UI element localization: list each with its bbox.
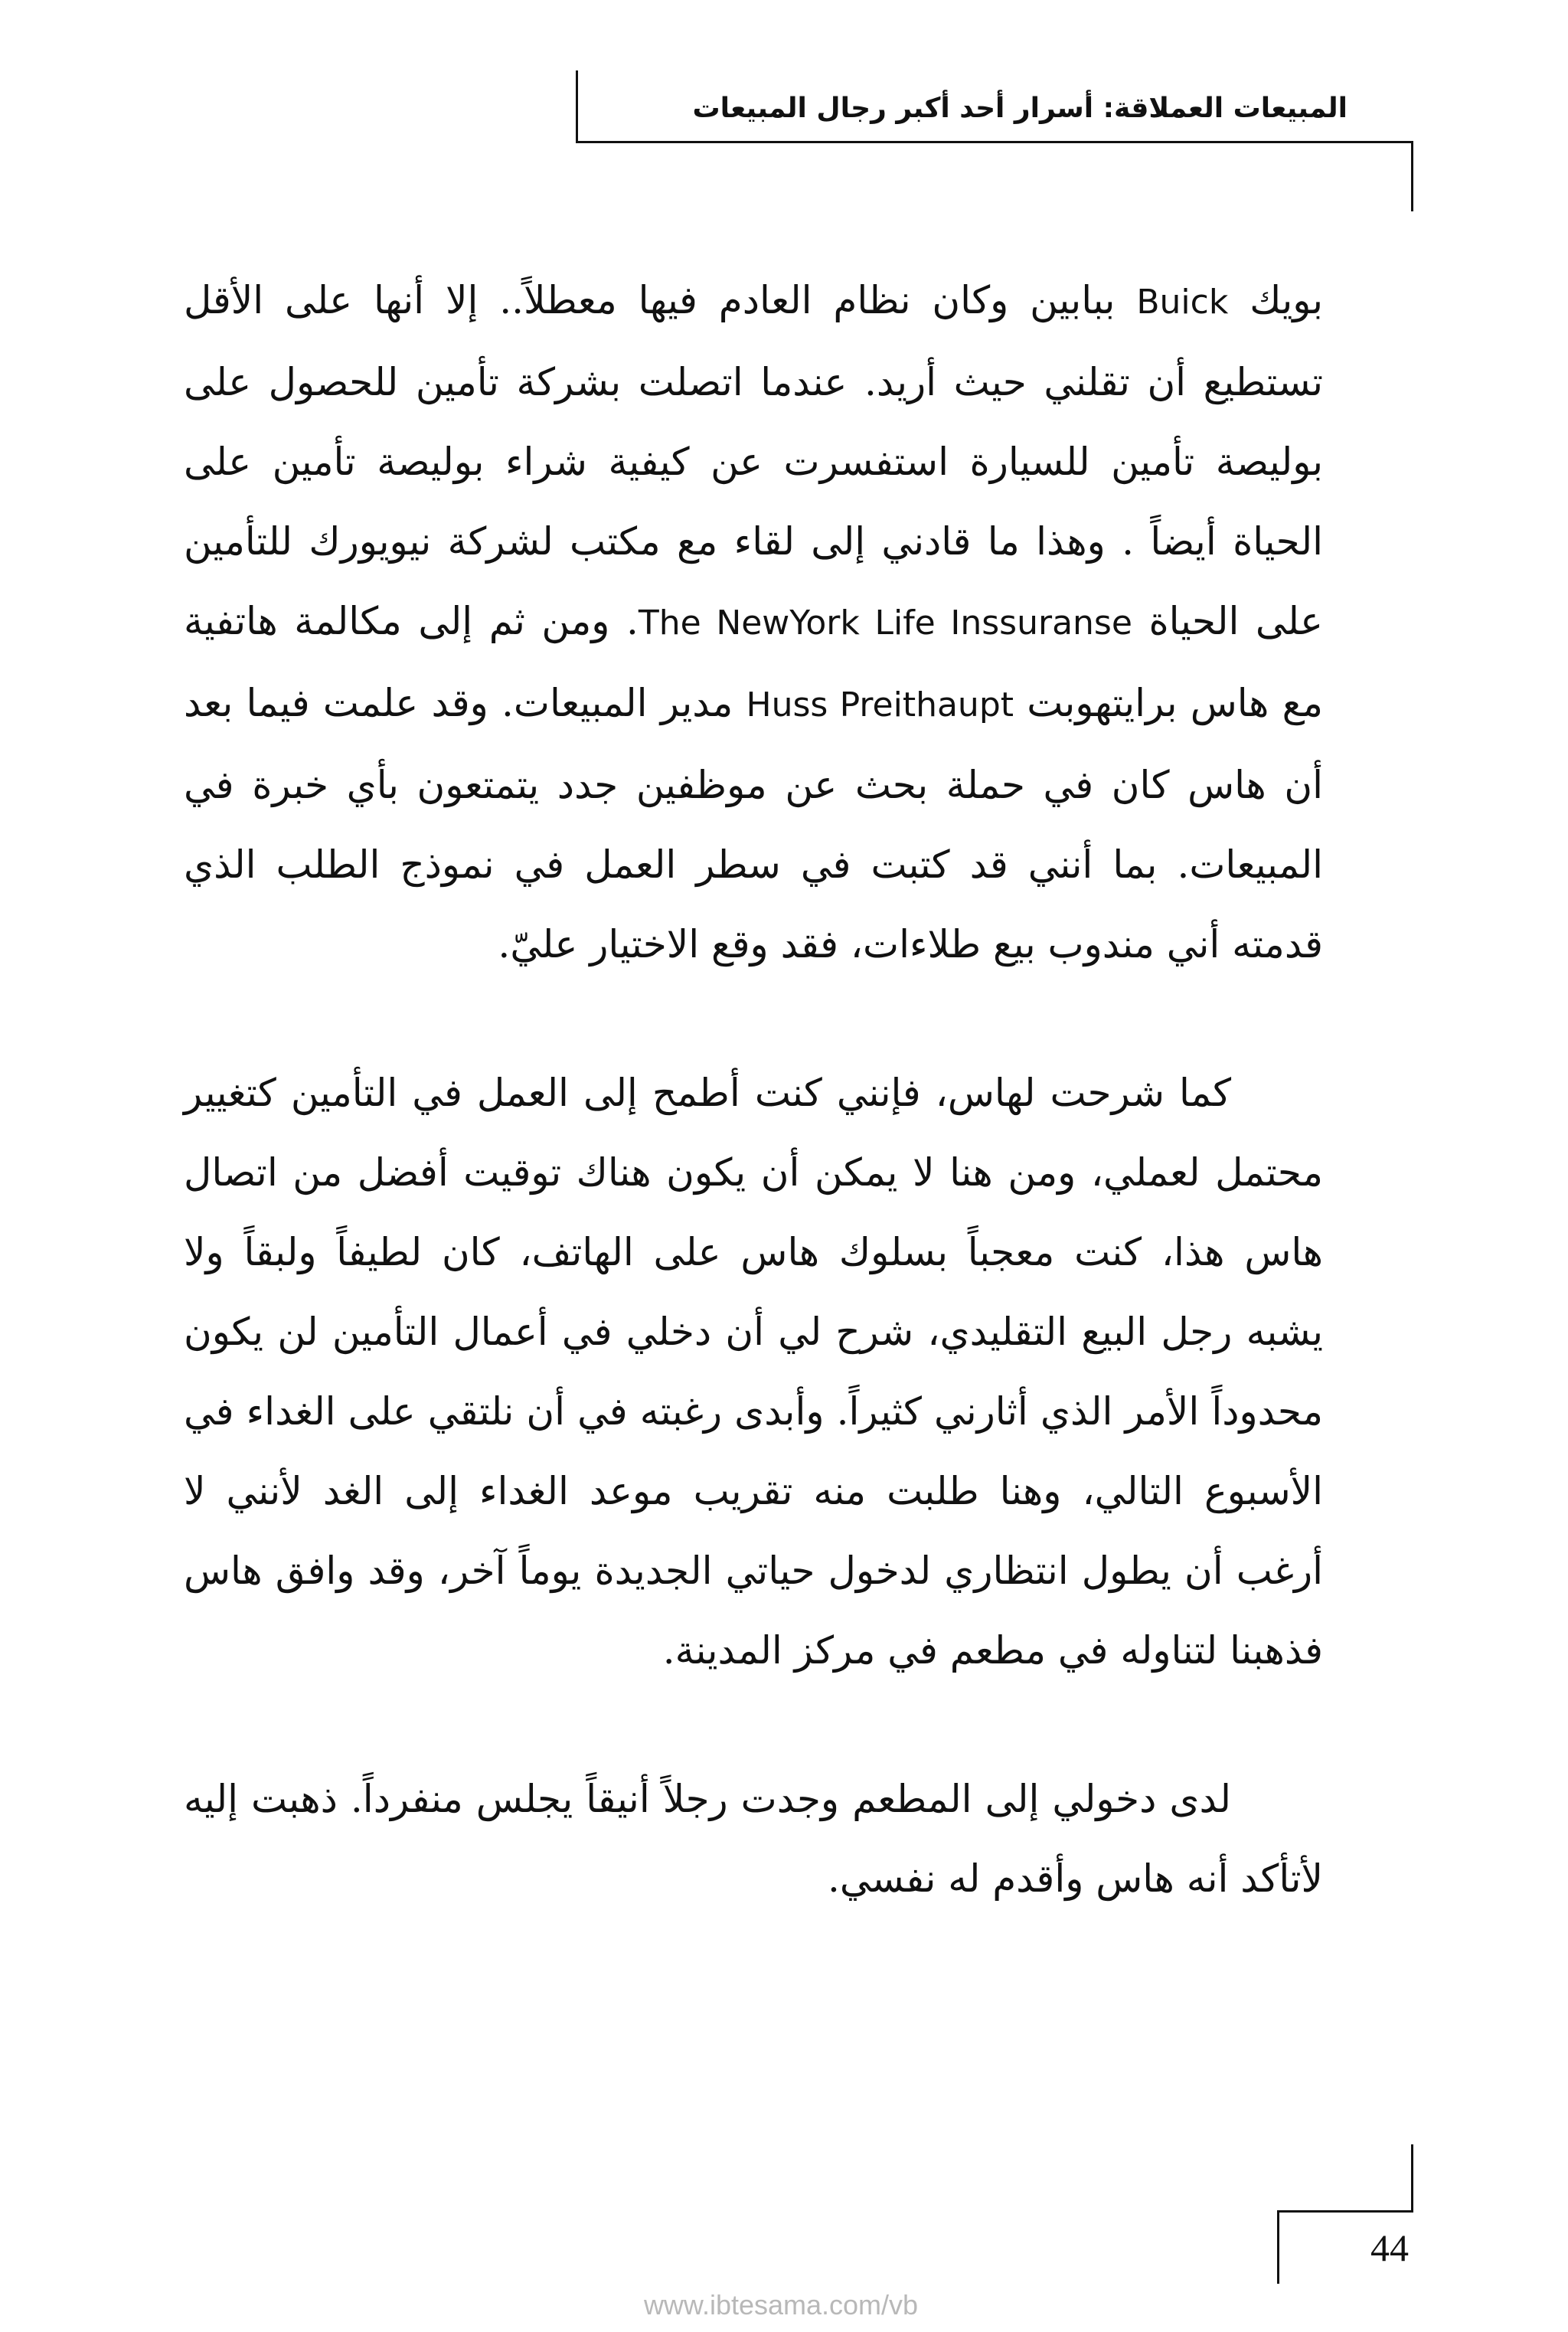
page-number: 44 xyxy=(1370,2226,1409,2269)
latin-term-buick: Buick xyxy=(1136,283,1229,322)
page-number-frame-left-line xyxy=(1277,2210,1279,2284)
running-header: المبيعات العملاقة: أسرار أحد أكبر رجال المبيعات xyxy=(692,93,1348,124)
paragraph-1-segment: . ومن ثم إلى مكالمة هاتفية مع هاس برايتهوبت xyxy=(184,599,1324,725)
watermark-url: www.ibtesama.com/vb xyxy=(643,2289,919,2321)
header-frame-bottom-line xyxy=(576,141,1413,143)
paragraph-2: كما شرحت لهاس، فإنني كنت أطمح إلى العمل في التأمين كتغيير محتمل لعملي، ومن هنا لا يمكن أن يكون هناك توقيت أفضل من اتصال هاس هذا، كنت معجباً بسلوك هاس على الهاتف، كان لطيفاً ولبقاً ولا يشبه رجل البيع التقليدي، شرح لي أن دخلي في أعمال التأمين لن يكون محدوداً الأمر الذي أثارني كثيراً. وأبدى رغبته في أن نلتقي على الغداء في الأسبوع التالي، وهنا طلبت منه تقريب موعد الغداء إلى الغد لأنني لا أرغب أن يطول انتظاري لدخول حياتي الجديدة يوماً آخر، وقد وافق هاس فذهبنا لتناوله في مطعم في مركز المدينة. xyxy=(184,1071,1323,1673)
latin-term-company: The NewYork Life Inssuranse xyxy=(638,603,1132,643)
paragraph-1-segment: بويك xyxy=(1228,278,1323,322)
page-number-frame-top-line xyxy=(1411,2144,1413,2212)
header-frame-right-line xyxy=(1411,142,1413,211)
header-frame-left-line xyxy=(576,70,578,142)
paragraph-1-segment: ببابين وكان نظام العادم فيها معطلاً.. إلا أنها على الأقل تستطيع أن تقلني حيث أريد. عندما اتصلت بشركة تأمين للحصول على بوليصة تأمين للسيارة استفسرت عن كيفية شراء بوليصة تأمين على الحياة أيضاً . وهذا ما قادني إلى لقاء مع مكتب لشركة نيويورك للتأمين على الحياة xyxy=(184,278,1323,643)
paragraph-3: لدى دخولي إلى المطعم وجدت رجلاً أنيقاً يجلس منفرداً. ذهبت إليه لأتأكد أنه هاس وأقدم له نفسي. xyxy=(184,1777,1323,1901)
paragraph-1-segment: مدير المبيعات. وقد علمت فيما بعد أن هاس كان في حملة بحث عن موظفين جدد يتمتعون بأي خبرة في المبيعات. بما أنني قد كتبت في سطر العمل في نموذج الطلب الذي قدمته أني مندوب بيع طلاءات، فقد وقع الاختيار عليّ. xyxy=(184,681,1323,966)
latin-term-person: Huss Preithaupt xyxy=(746,685,1014,724)
body-text xyxy=(184,260,1323,1918)
page-number-frame-horizontal-line xyxy=(1277,2210,1413,2213)
paragraph-1 xyxy=(184,260,1323,984)
